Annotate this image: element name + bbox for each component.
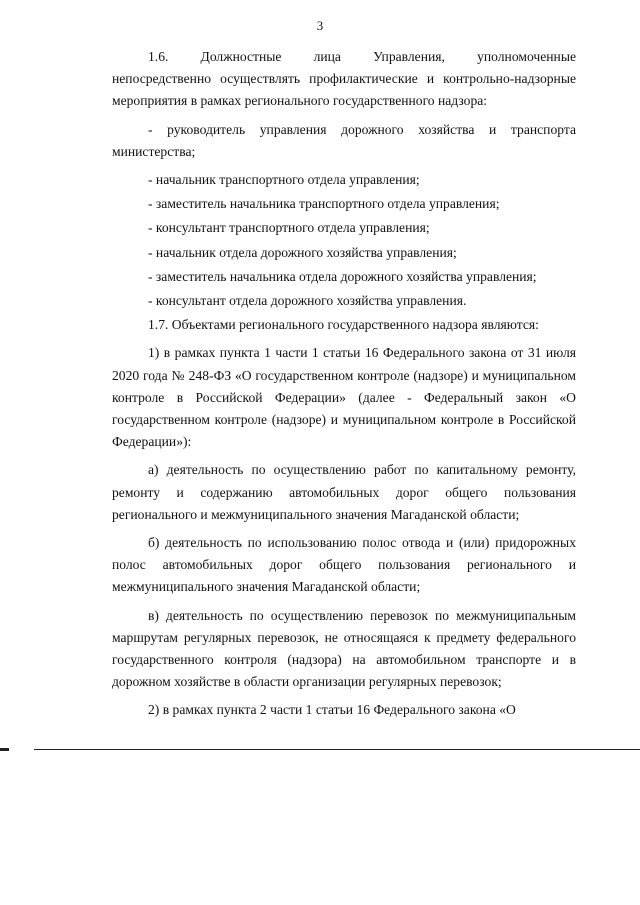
list-item-consultant-road-division: - консультант отдела дорожного хозяйства управления. xyxy=(148,293,467,309)
list-item-head-road-division: - начальник отдела дорожного хозяйства управления; xyxy=(148,244,457,260)
paragraph-item-b: б) деятельность по использованию полос отвода и (или) придорожных полос автомобильных дорог общего пользования регионального и межмуниципального значения Магаданской области; xyxy=(112,535,576,595)
list-item-deputy-head-road-division: - заместитель начальника отдела дорожного хозяйства управления; xyxy=(148,268,537,284)
paragraph-1-7: 1.7. Объектами регионального государственного надзора являются: xyxy=(148,317,539,333)
document-body xyxy=(112,46,576,722)
paragraph-item-1: 1) в рамках пункта 1 части 1 статьи 16 Федерального закона от 31 июля 2020 года № 248-ФЗ «О государственном контроле (надзоре) и муниципальном контроле в Российской Федерации» (далее - Федеральный закон «О государственном контроле (надзоре) и муниципальном контроле в Российской Федерации»): xyxy=(112,345,576,450)
list-item-head-transport-division: - начальник транспортного отдела управления; xyxy=(148,172,420,188)
list-item-deputy-head-transport-division: - заместитель начальника транспортного отдела управления; xyxy=(148,196,500,212)
paragraph-1-6: 1.6. Должностные лица Управления, уполномоченные непосредственно осуществлять профилактические и контрольно-надзорные мероприятия в рамках регионального государственного надзора: xyxy=(112,49,576,109)
page-number: 3 xyxy=(316,18,324,33)
scan-divider-line xyxy=(34,749,640,750)
paragraph-item-2: 2) в рамках пункта 2 части 1 статьи 16 Федерального закона «О xyxy=(148,702,516,718)
paragraph-item-a: а) деятельность по осуществлению работ по капитальному ремонту, ремонту и содержанию автомобильных дорог общего пользования регионального и межмуниципального значения Магаданской области; xyxy=(112,462,576,522)
list-item-head-of-department: - руководитель управления дорожного хозяйства и транспорта министерства; xyxy=(112,121,576,159)
list-item-consultant-transport-division: - консультант транспортного отдела управления; xyxy=(148,220,430,236)
scan-edge-mark xyxy=(0,748,9,751)
paragraph-item-v: в) деятельность по осуществлению перевозок по межмуниципальным маршрутам регулярных перевозок, не относящаяся к предмету федерального государственного контроля (надзора) на автомобильном транспорте и в дорожном хозяйстве в области организации регулярных перевозок; xyxy=(112,607,576,690)
